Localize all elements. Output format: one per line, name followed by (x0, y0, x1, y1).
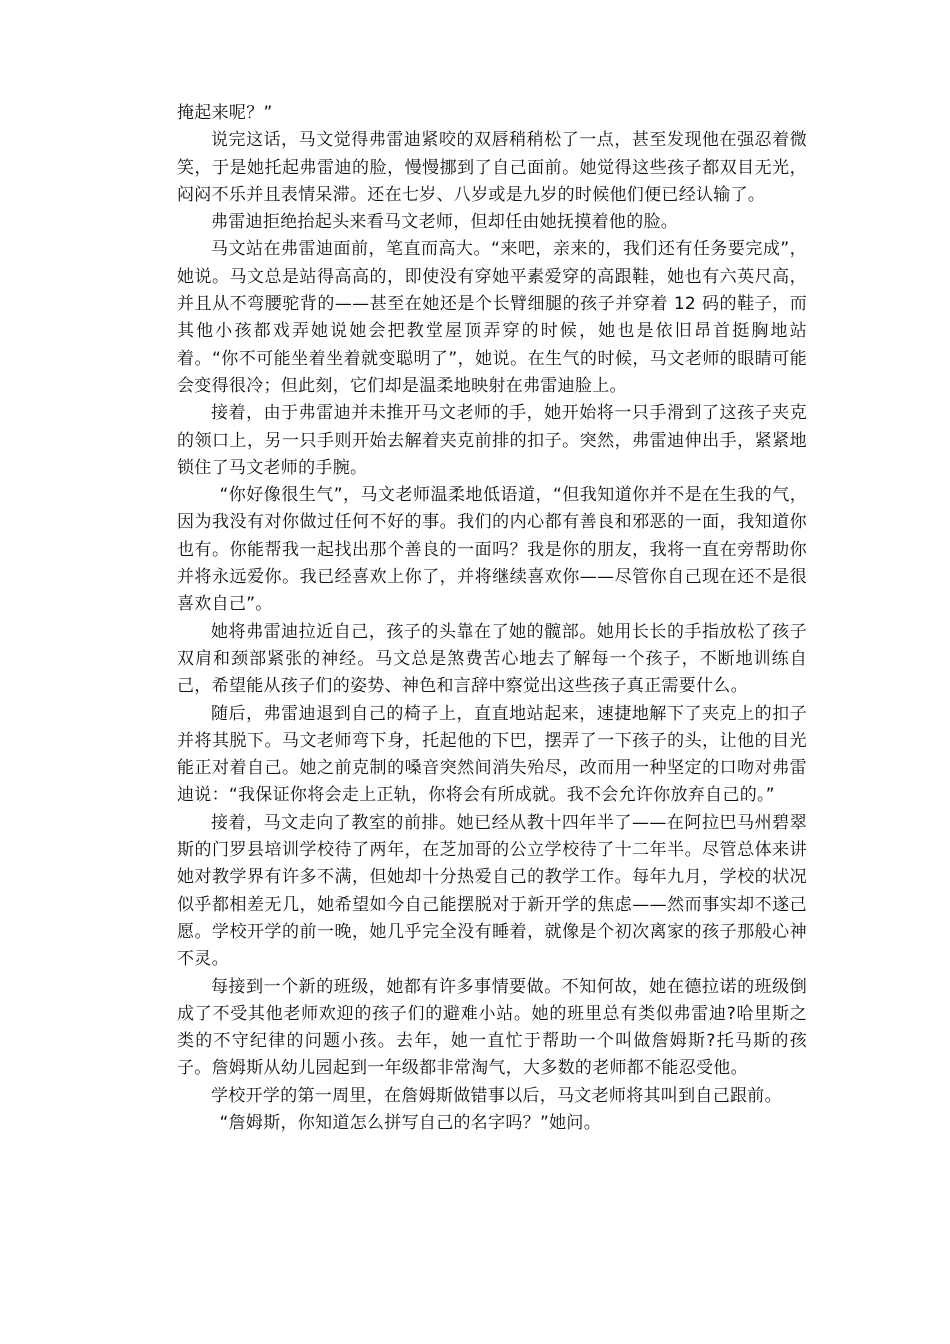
paragraph-11: 学校开学的第一周里，在詹姆斯做错事以后，马文老师将其叫到自己跟前。 (211, 1085, 782, 1106)
paragraph-5: 接着，由于弗雷迪并未推开马文老师的手，她开始将一只手滑到了这孩子夹克的领口上，另一只手则开始去解着夹克前排的扣子。突然，弗雷迪伸出手，紧紧地锁住了马文老师的手腕。 (177, 403, 807, 478)
paragraph-10: 每接到一个新的班级，她都有许多事情要做。不知何故，她在德拉诺的班级倒成了不受其他老师欢迎的孩子们的避难小站。她的班里总有类似弗雷迪?哈里斯之类的不守纪律的问题小孩。去年，她一直忙于帮助一个叫做詹姆斯?托马斯的孩子。詹姆斯从幼儿园起到一年级都非常淘气，大多数的老师都不能忍受他。 (177, 976, 807, 1079)
paragraph-8: 随后，弗雷迪退到自己的椅子上，直直地站起来，速捷地解下了夹克上的扣子并将其脱下。马文老师弯下身，托起他的下巴，摆弄了一下孩子的头，让他的目光能正对着自己。她之前克制的嗓音突然间消失殆尽，改而用一种坚定的口吻对弗雷迪说：“我保证你将会走上正轨，你将会有所成就。我不会允许你放弃自己的。” (177, 703, 807, 806)
paragraph-1: 掩起来呢？” (177, 103, 273, 123)
paragraph-6: “你好像很生气”，马文老师温柔地低语道，“但我知道你并不是在生我的气，因为我没有对你做过任何不好的事。我们的内心都有善良和邪恶的一面，我知道你也有。你能帮我一起找出那个善良的一面吗？我是你的朋友，我将一直在旁帮助你并将永远爱你。我已经喜欢上你了，并将继续喜欢你——尽管你自己现在还不是很喜欢自己”。 (177, 485, 807, 615)
paragraph-4: 马文站在弗雷迪面前，笔直而高大。“来吧，亲来的，我们还有任务要完成”，她说。马文总是站得高高的，即使没有穿她平素爱穿的高跟鞋，她也有六英尺高，并且从不弯腰驼背的——甚至在她还是个长臂细腿的孩子并穿着 12 码的鞋子，而其他小孩都戏弄她说她会把教堂屋顶弄穿的时候，她也是依旧昂首挺胸地站着。“你不可能坐着坐着就变聪明了”，她说。在生气的时候，马文老师的眼睛可能会变得很冷；但此刻，它们却是温柔地映射在弗雷迪脸上。 (177, 239, 807, 396)
paragraph-2: 说完这话，马文觉得弗雷迪紧咬的双唇稍稍松了一点，甚至发现他在强忍着微笑，于是她托起弗雷迪的脸，慢慢挪到了自己面前。她觉得这些孩子都双目无光，闷闷不乐并且表情呆滞。还在七岁、八岁或是九岁的时候他们便已经认输了。 (177, 130, 807, 205)
document-body (177, 100, 807, 1137)
paragraph-3: 弗雷迪拒绝抬起头来看马文老师，但却任由她抚摸着他的脸。 (211, 212, 679, 233)
paragraph-7: 她将弗雷迪拉近自己，孩子的头靠在了她的髋部。她用长长的手指放松了孩子双肩和颈部紧张的神经。马文总是煞费苦心地去了解每一个孩子，不断地训练自己，希望能从孩子们的姿势、神色和言辞中察觉出这些孩子真正需要什么。 (177, 621, 807, 697)
paragraph-9: 接着，马文走向了教室的前排。她已经从教十四年半了——在阿拉巴马州碧翠斯的门罗县培训学校待了两年，在芝加哥的公立学校待了十二年半。尽管总体来讲她对教学界有许多不满，但她却十分热爱自己的教学工作。每年九月，学校的状况似乎都相差无几，她希望如今自己能摆脱对于新开学的焦虑——然而事实却不遂己愿。学校开学的前一晚，她几乎完全没有睡着，就像是个初次离家的孩子那般心神不灵。 (177, 812, 807, 970)
paragraph-12: “詹姆斯，你知道怎么拼写自己的名字吗？”她问。 (219, 1112, 602, 1133)
